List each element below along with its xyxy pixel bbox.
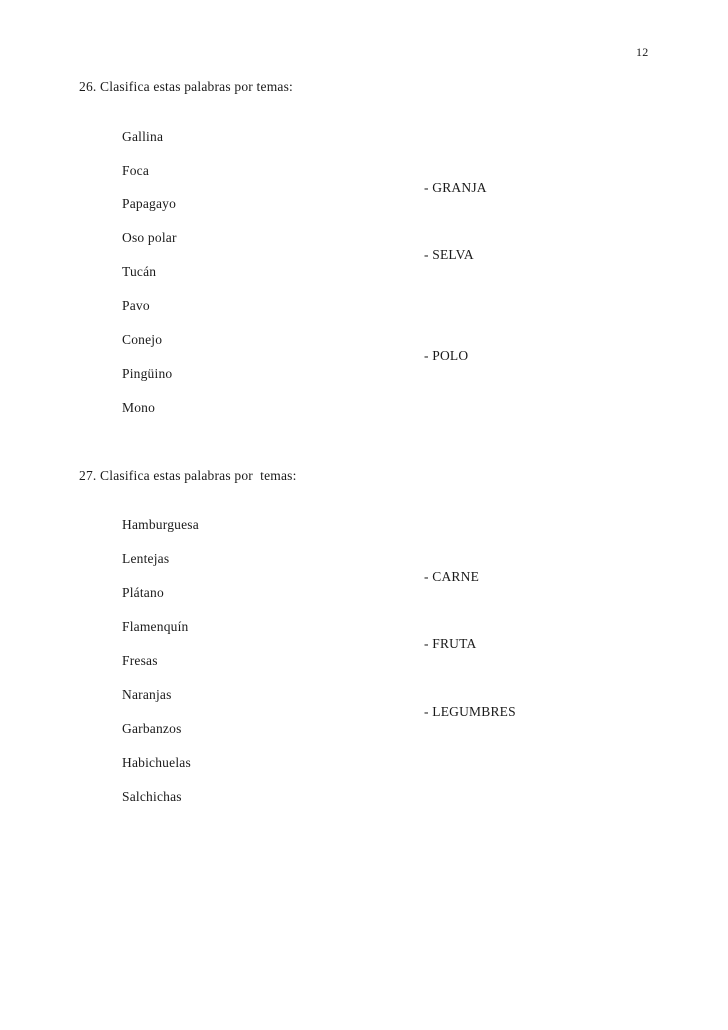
exercise-heading: 27. Clasifica estas palabras por temas: <box>79 468 297 483</box>
word-item: Fresas <box>122 653 158 668</box>
category-label: - CARNE <box>424 569 480 584</box>
category-label: - GRANJA <box>424 180 487 195</box>
word-item: Lentejas <box>122 551 170 566</box>
word-item: Naranjas <box>122 687 172 702</box>
page-number: 12 <box>636 45 649 59</box>
word-item: Plátano <box>122 585 164 600</box>
word-item: Salchichas <box>122 789 182 804</box>
word-item: Hamburguesa <box>122 517 199 532</box>
category-label: - POLO <box>424 348 469 363</box>
category-label: - SELVA <box>424 247 474 262</box>
word-item: Oso polar <box>122 230 177 245</box>
word-item: Conejo <box>122 332 163 347</box>
word-item: Mono <box>122 400 156 415</box>
word-item: Habichuelas <box>122 755 191 770</box>
exercise-heading: 26. Clasifica estas palabras por temas: <box>79 79 293 94</box>
word-item: Gallina <box>122 129 164 144</box>
word-item: Garbanzos <box>122 721 182 736</box>
category-label: - LEGUMBRES <box>424 704 516 719</box>
category-label: - FRUTA <box>424 636 477 651</box>
word-item: Flamenquín <box>122 619 189 634</box>
word-item: Pingüino <box>122 366 173 381</box>
word-item: Tucán <box>122 264 157 279</box>
word-item: Foca <box>122 163 150 178</box>
word-item: Papagayo <box>122 196 177 211</box>
word-item: Pavo <box>122 298 150 313</box>
